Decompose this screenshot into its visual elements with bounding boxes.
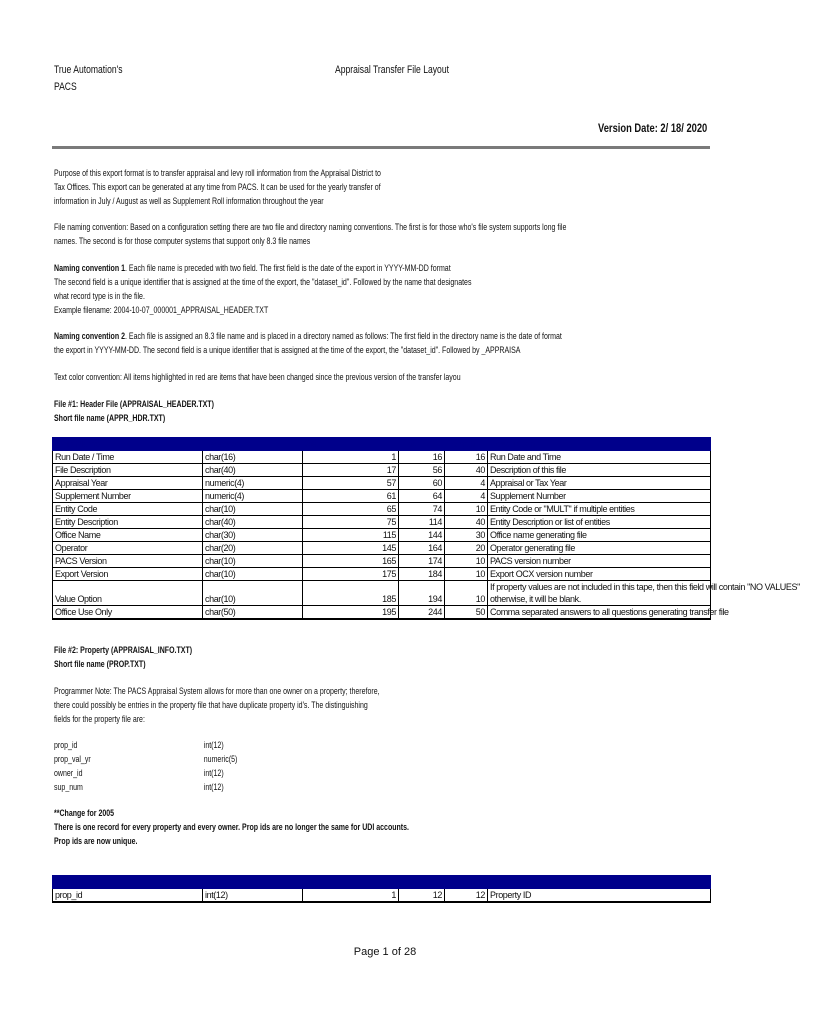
end-cell: 56	[399, 464, 445, 477]
column-header: Start	[303, 876, 399, 889]
company-name	[54, 62, 142, 96]
datatype-cell: numeric(4)	[203, 477, 303, 490]
end-cell: 12	[399, 889, 445, 903]
field-name-cell: Run Date / Time	[53, 451, 203, 464]
field-name-cell: PACS Version	[53, 555, 203, 568]
field-name-cell: Office Use Only	[53, 606, 203, 620]
text-color-convention: Text color convention: All items highlighted in red are items that have been changed since the previous version of the transfer layou	[54, 372, 461, 382]
datatype-cell: numeric(4)	[203, 490, 303, 503]
table-row	[53, 503, 711, 516]
table-row	[53, 490, 711, 503]
start-cell: 185	[303, 581, 399, 606]
length-cell: 4	[445, 490, 488, 503]
column-header: Field Name	[53, 876, 203, 889]
description-cell: Appraisal or Tax Year	[488, 477, 711, 490]
key-field-name: prop_val_yr	[54, 754, 91, 764]
start-cell: 145	[303, 542, 399, 555]
datatype-cell: char(50)	[203, 606, 303, 620]
start-cell: 175	[303, 568, 399, 581]
company-line-2: PACS	[54, 81, 77, 93]
field-name-cell: Value Option	[53, 581, 203, 606]
field-name-cell: Export Version	[53, 568, 203, 581]
column-header: End	[399, 438, 445, 451]
end-cell: 64	[399, 490, 445, 503]
table-row	[53, 516, 711, 529]
description-cell: Comma separated answers to all questions generating transfer file	[488, 606, 711, 620]
file1-title: File #1: Header File (APPRAISAL_HEADER.TXT) Short file name (APPR_HDR.TXT)	[54, 399, 214, 424]
document-title: Appraisal Transfer File Layout	[335, 64, 449, 76]
description-cell: Entity Description or list of entities	[488, 516, 711, 529]
column-header: Length	[445, 876, 488, 889]
start-cell: 165	[303, 555, 399, 568]
field-name-cell: prop_id	[53, 889, 203, 903]
description-cell: If property values are not included in this tape, then this field will contain "NO VALUES" otherwise, it will be blank.	[488, 581, 711, 606]
length-cell: 50	[445, 606, 488, 620]
length-cell: 40	[445, 516, 488, 529]
table-row	[53, 555, 711, 568]
header-divider	[52, 146, 710, 149]
length-cell: 10	[445, 581, 488, 606]
end-cell: 74	[399, 503, 445, 516]
field-name-cell: Entity Description	[53, 516, 203, 529]
start-cell: 1	[303, 451, 399, 464]
purpose-paragraph: Purpose of this export format is to transfer appraisal and levy roll information from the Appraisal District to Tax Offices. This export can be generated at any time from PACS. It can be used for the yearly transfer of information in July / August as well as Supplement Roll information throughout the year	[54, 168, 381, 207]
programmer-note: Programmer Note: The PACS Appraisal System allows for more than one owner on a property; therefore, there could possibly be entries in the property file that have duplicate property id's. The distinguishing fields for the property file are:	[54, 686, 380, 725]
field-name-cell: Entity Code	[53, 503, 203, 516]
column-header: Description	[488, 438, 711, 451]
description-cell: Property ID	[488, 889, 711, 903]
end-cell: 60	[399, 477, 445, 490]
datatype-cell: char(10)	[203, 568, 303, 581]
start-cell: 65	[303, 503, 399, 516]
key-fields-list	[54, 738, 454, 798]
field-name-cell: Operator	[53, 542, 203, 555]
key-field-name: sup_num	[54, 782, 83, 792]
description-cell: Supplement Number	[488, 490, 711, 503]
column-header: Datatype	[203, 876, 303, 889]
table-row	[53, 451, 711, 464]
table-header-row	[53, 876, 711, 889]
end-cell: 114	[399, 516, 445, 529]
end-cell: 184	[399, 568, 445, 581]
datatype-cell: char(10)	[203, 581, 303, 606]
length-cell: 12	[445, 889, 488, 903]
version-date: Version Date: 2/ 18/ 2020	[598, 121, 708, 135]
key-field-type: int(12)	[203, 740, 224, 750]
start-cell: 61	[303, 490, 399, 503]
end-cell: 194	[399, 581, 445, 606]
table-row	[53, 529, 711, 542]
end-cell: 244	[399, 606, 445, 620]
datatype-cell: char(40)	[203, 464, 303, 477]
description-cell: Description of this file	[488, 464, 711, 477]
column-header: Datatype	[203, 438, 303, 451]
change-note: **Change for 2005 There is one record for every property and every owner. Prop ids are no longer the same for UDI accounts. Prop ids are now unique.	[54, 808, 410, 847]
description-cell: PACS version number	[488, 555, 711, 568]
end-cell: 144	[399, 529, 445, 542]
table-row	[53, 606, 711, 620]
datatype-cell: char(20)	[203, 542, 303, 555]
length-cell: 30	[445, 529, 488, 542]
header-file-table	[52, 437, 800, 620]
table-row	[53, 464, 711, 477]
datatype-cell: char(40)	[203, 516, 303, 529]
length-cell: 16	[445, 451, 488, 464]
length-cell: 10	[445, 568, 488, 581]
column-header: Field Name	[53, 438, 203, 451]
column-header: Start	[303, 438, 399, 451]
datatype-cell: char(30)	[203, 529, 303, 542]
end-cell: 164	[399, 542, 445, 555]
key-field-type: int(12)	[203, 768, 224, 778]
field-name-cell: Supplement Number	[53, 490, 203, 503]
table-row	[53, 542, 711, 555]
key-field-name: owner_id	[54, 768, 83, 778]
company-line-1: True Automation's	[54, 64, 123, 76]
column-header: Length	[445, 438, 488, 451]
file2-title: File #2: Property (APPRAISAL_INFO.TXT) Short file name (PROP.TXT)	[54, 645, 193, 670]
start-cell: 17	[303, 464, 399, 477]
table-row	[53, 477, 711, 490]
key-field-name: prop_id	[54, 740, 78, 750]
length-cell: 20	[445, 542, 488, 555]
key-field-type: numeric(5)	[203, 754, 238, 764]
description-cell: Export OCX version number	[488, 568, 711, 581]
field-name-cell: Office Name	[53, 529, 203, 542]
naming-convention-1: Naming convention 1. Each file name is preceded with two field. The first field is the date of the export in YYYY-MM-DD format The second field is a unique identifier that is assigned at the time of the export, the "dataset_id". Followed by the name that designates what record type is in the file. Example filename: 2004-10-07_000001_APPRAISAL_HEADER.TXT	[54, 263, 472, 316]
key-field-type: int(12)	[203, 782, 224, 792]
description-cell: Office name generating file	[488, 529, 711, 542]
naming-convention-paragraph: File naming convention: Based on a configuration setting there are two file and directory naming conventions. The first is for those who's file system supports long file names. The second is for those computer systems that support only 8.3 file names	[54, 222, 567, 247]
length-cell: 4	[445, 477, 488, 490]
table-row	[53, 568, 711, 581]
field-name-cell: Appraisal Year	[53, 477, 203, 490]
length-cell: 40	[445, 464, 488, 477]
column-header: End	[399, 876, 445, 889]
table-row	[53, 889, 711, 903]
page-number: Page 1 of 28	[353, 946, 417, 958]
field-name-cell: File Description	[53, 464, 203, 477]
end-cell: 16	[399, 451, 445, 464]
table-row	[53, 581, 711, 606]
end-cell: 174	[399, 555, 445, 568]
datatype-cell: int(12)	[203, 889, 303, 903]
description-cell: Run Date and Time	[488, 451, 711, 464]
datatype-cell: char(10)	[203, 503, 303, 516]
length-cell: 10	[445, 555, 488, 568]
start-cell: 1	[303, 889, 399, 903]
naming-convention-2: Naming convention 2. Each file is assigned an 8.3 file name and is placed in a directory named as follows: The first field in the directory name is the date of format the export in YYYY-MM-DD. The second field is a unique identifier that is assigned at the time of the export, the "dataset_id". Followed by _APPRAISA	[54, 331, 562, 356]
start-cell: 115	[303, 529, 399, 542]
datatype-cell: char(10)	[203, 555, 303, 568]
length-cell: 10	[445, 503, 488, 516]
table-header-row	[53, 438, 711, 451]
datatype-cell: char(16)	[203, 451, 303, 464]
description-cell: Entity Code or "MULT" if multiple entities	[488, 503, 711, 516]
description-cell: Operator generating file	[488, 542, 711, 555]
start-cell: 75	[303, 516, 399, 529]
column-header: Description	[488, 876, 711, 889]
start-cell: 195	[303, 606, 399, 620]
property-file-table	[52, 875, 711, 903]
start-cell: 57	[303, 477, 399, 490]
